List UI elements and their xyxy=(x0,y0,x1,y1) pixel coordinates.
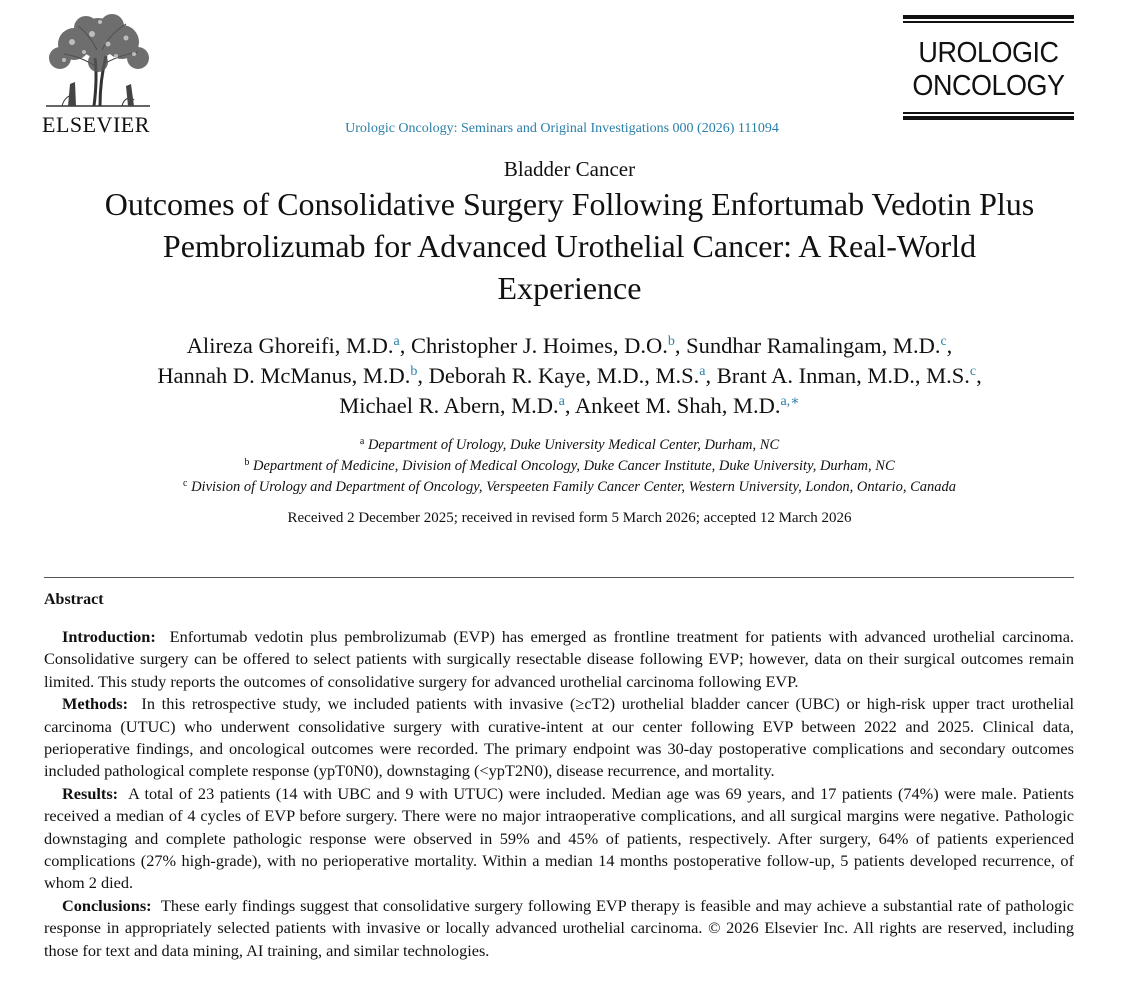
journal-citation-link[interactable]: Urologic Oncology: Seminars and Original Investigations 000 (2026) 111094 xyxy=(345,121,779,136)
author-name[interactable]: Brant A. Inman, M.D., M.S. xyxy=(716,363,970,388)
author-separator: , xyxy=(976,363,982,388)
abstract-text: These early findings suggest that consolidative surgery following EVP therapy is feasible and may achieve a substantial rate of pathologic response in appropriately selected patients with invasive or locally advanced urothelial carcinoma. © 2026 Elsevier Inc. All rights are reserved, including those for text and data mining, AI training, and similar technologies. xyxy=(44,895,1074,960)
abstract-methods xyxy=(44,693,1074,783)
abstract-text: Enfortumab vedotin plus pembrolizumab (EVP) has emerged as frontline treatment for patients with advanced urothelial carcinoma. Consolidative surgery can be offered to select patients with surgically resectable disease following EVP; however, data on their surgical outcomes remain limited. This study reports the outcomes of consolidative surgery for advanced urothelial carcinoma following EVP. xyxy=(44,627,1075,691)
affiliation-text: Department of Medicine, Division of Medical Oncology, Duke Cancer Institute, Duke University, Durham, NC xyxy=(252,458,895,474)
title-line: Experience xyxy=(497,270,642,306)
journal-logo-bottom-rule xyxy=(903,116,1074,120)
author-separator: , xyxy=(417,363,429,388)
author-affiliation-link[interactable]: c xyxy=(969,364,977,379)
abstract-text: In this retrospective study, we included patients with invasive (≥cT2) urothelial bladder cancer (UBC) or high-risk upper tract urothelial carcinoma (UTUC) who underwent consolidative surgery with curative-intent at our center following EVP between 2022 and 2025. Clinical data, perioperative findings, and oncological outcomes were recorded. The primary endpoint was 30-day postoperative complications and secondary outcomes included pathological complete response (ypT0N0), downstaging (<ypT2N0), disease recurrence, and mortality. xyxy=(44,694,1075,781)
affiliation-item xyxy=(0,477,1139,498)
abstract-conclusions xyxy=(44,895,1074,962)
author-affiliation-link[interactable]: c xyxy=(940,334,947,349)
abstract-heading: Abstract xyxy=(44,591,104,608)
affiliation-item xyxy=(0,456,1139,477)
author-affiliation-link[interactable]: a xyxy=(393,334,400,349)
author-affiliation-link[interactable]: a,∗ xyxy=(780,394,800,409)
affiliation-text: Division of Urology and Department of Oncology, Verspeeten Family Cancer Center, Western University, London, Ontario, Canada xyxy=(191,479,956,495)
journal-logo-bottom-rule-thin xyxy=(903,112,1074,114)
abstract-label: Methods: xyxy=(62,694,129,714)
journal-logo-top-rule xyxy=(903,15,1074,19)
author-separator: , xyxy=(705,363,717,388)
publisher-logo xyxy=(42,14,158,136)
author-affiliation-link[interactable]: a xyxy=(558,394,565,409)
journal-logo-line2: ONCOLOGY xyxy=(912,70,1065,102)
author-separator: , xyxy=(399,333,411,358)
abstract-label: Results: xyxy=(62,783,119,803)
author-name[interactable]: Ankeet M. Shah, M.D. xyxy=(574,393,781,418)
affiliation-text: Department of Urology, Duke University Medical Center, Durham, NC xyxy=(367,437,780,453)
abstract-body xyxy=(44,626,1074,962)
author-list xyxy=(0,331,1139,421)
title-line: Pembrolizumab for Advanced Urothelial Cancer: A Real-World xyxy=(162,228,977,264)
article-section: Bladder Cancer xyxy=(503,157,636,181)
author-affiliation-link[interactable]: b xyxy=(410,364,418,379)
publisher-name: ELSEVIER xyxy=(42,112,150,137)
author-affiliation-link[interactable]: b xyxy=(667,334,675,349)
author-separator: , xyxy=(564,393,575,418)
author-name[interactable]: Sundhar Ramalingam, M.D. xyxy=(686,333,941,358)
affiliation-letter: c xyxy=(182,478,188,489)
title-line: Outcomes of Consolidative Surgery Following Enfortumab Vedotin Plus xyxy=(104,186,1035,222)
author-name[interactable]: Hannah D. McManus, M.D. xyxy=(157,363,411,388)
elsevier-tree-icon xyxy=(42,14,154,110)
abstract-label: Conclusions: xyxy=(62,895,152,915)
abstract-text: A total of 23 patients (14 with UBC and 9 with UTUC) were included. Median age was 69 years, and 17 patients (74%) were male. Patients received a median of 4 cycles of EVP before surgery. There were no major intraoperative complications, and all surgical margins were negative. Pathologic downstaging and complete pathologic response were observed in 59% and 45% of patients, respectively. After surgery, 64% of patients experienced complications (27% high-grade), with no perioperative mortality. Within a median 14 months postoperative follow-up, 5 patients developed recurrence, of whom 2 died. xyxy=(44,783,1074,893)
author-name[interactable]: Alireza Ghoreifi, M.D. xyxy=(186,333,394,358)
author-name[interactable]: Michael R. Abern, M.D. xyxy=(339,393,559,418)
author-line xyxy=(0,391,1139,421)
affiliation-letter: b xyxy=(244,457,250,468)
affiliation-list xyxy=(0,435,1139,498)
journal-logo xyxy=(903,15,1074,120)
received-dates: Received 2 December 2025; received in revised form 5 March 2026; accepted 12 March 2026 xyxy=(287,510,852,526)
abstract-label: Introduction: xyxy=(62,627,156,646)
article-title xyxy=(0,183,1139,309)
abstract-results xyxy=(44,783,1074,895)
author-name[interactable]: Deborah R. Kaye, M.D., M.S. xyxy=(428,363,700,388)
journal-logo-text xyxy=(909,37,1068,103)
author-separator: , xyxy=(674,333,687,358)
abstract-introduction xyxy=(44,626,1074,693)
author-line xyxy=(0,331,1139,361)
journal-logo-top-rule-thin xyxy=(903,21,1074,23)
author-line xyxy=(0,361,1139,391)
author-separator: , xyxy=(946,333,953,358)
affiliation-letter: a xyxy=(359,436,365,447)
affiliation-item xyxy=(0,435,1139,456)
section-divider xyxy=(44,577,1074,578)
journal-logo-line1: UROLOGIC xyxy=(918,37,1059,69)
author-affiliation-link[interactable]: a xyxy=(699,364,706,379)
author-name[interactable]: Christopher J. Hoimes, D.O. xyxy=(410,333,668,358)
